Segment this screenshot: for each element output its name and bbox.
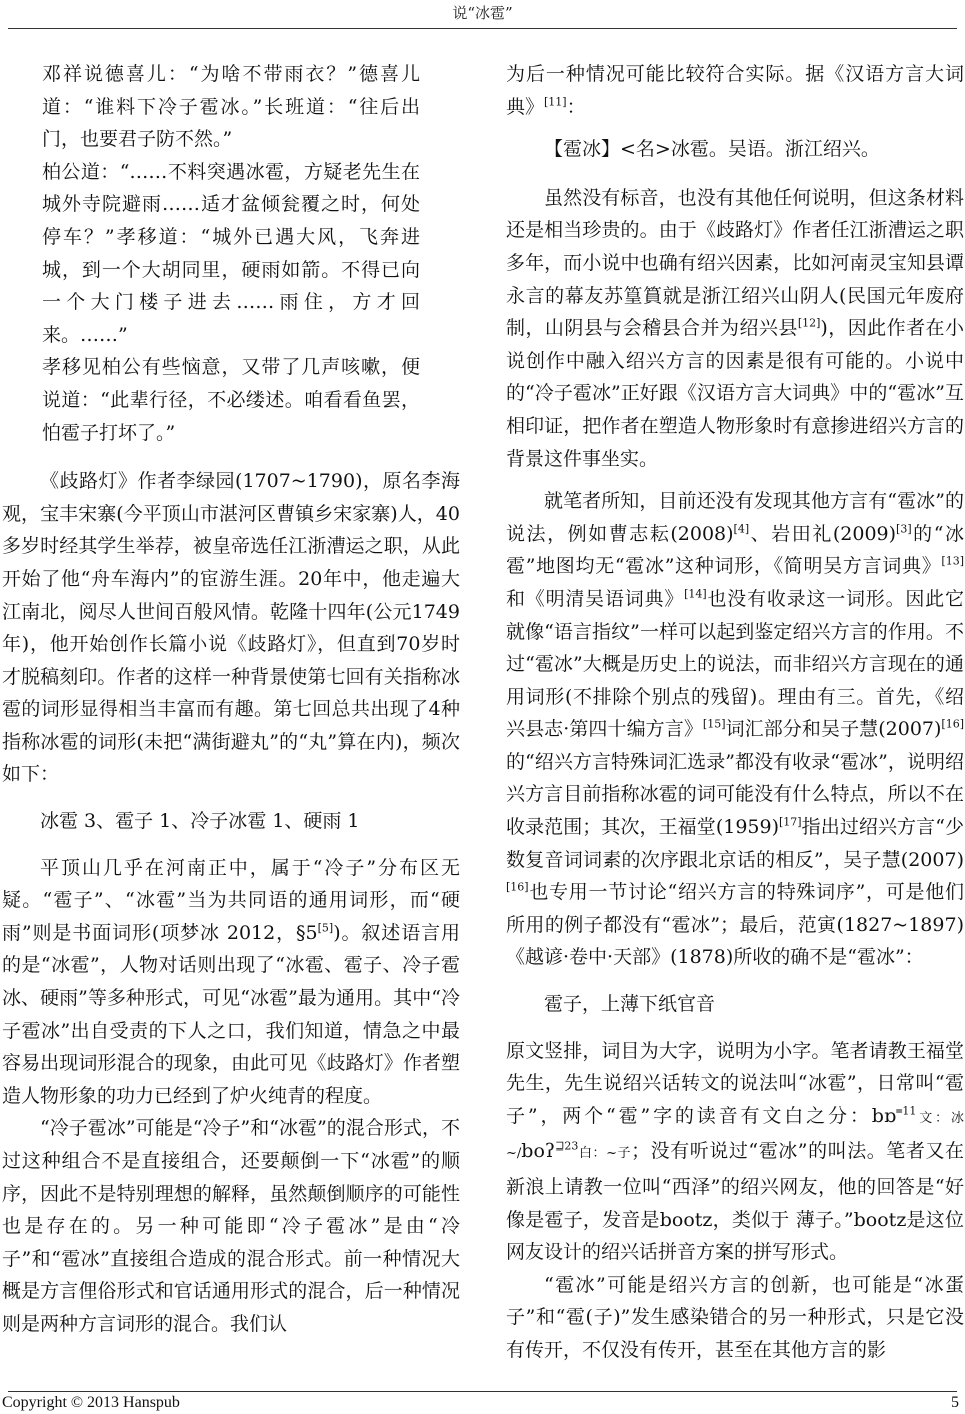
citation-ref: [5] <box>317 921 334 935</box>
paragraph-author-background: 《歧路灯》作者李绿园(1707~1790)，原名李海观，宝丰宋寨(今平顶山市湛河区曹镇乡宋家寨)人，40多岁时经其学生举荐，被皇帝选任江浙漕运之职，从此开始了他“舟车海内”的宦游生涯。20年中，他走遍大江南北，阅尽人世间百般风情。乾隆十四年(公元1749年)，他开始创作长篇小说《歧路灯》，但直到70岁时才脱稿刻印。作者的这样一种背景使第七回有关指称冰雹的词形显得相当丰富而有趣。第七回总共出现了4种指称冰雹的词形(未把“满街避丸”的“丸”算在内)，频次如下： <box>2 470 460 786</box>
text-segment: ；没有听说过“雹冰”的叫法。笔者又在新浪上请教一位叫“西泽”的绍兴网友，他的回答是“好像是雹子，发音是bootz，类似于 薄子。”bootz是这位网友设计的绍兴话拼音方案的拼写形式。 <box>506 1140 964 1264</box>
text-segment: 平顶山几乎在河南正中，属于“冷子”分布区无疑。“雹子”、“冰雹”当为共同语的通用词形，而“硬雨”则是书面词形(项梦冰 2012，§5 <box>2 856 460 944</box>
text-segment: 词汇部分和吴子慧(2007) <box>725 718 942 741</box>
paragraph-wang-futang <box>506 1035 964 1269</box>
quote-2: 柏公道：“……不料突遇冰雹，方疑老先生在城外寺院避雨……适才盆倾瓮覆之时，何处停车？”孝移道：“城外已遇大风，飞奔进城，到一个大胡同里，硬雨如箭。不得已向一个大门楼子进去……雨住，方才回来。……” <box>42 160 420 346</box>
citation-ref: [17] <box>779 815 802 829</box>
text-segment: 也专用一节讨论“绍兴方言的特殊词序”，可是他们所用的例子都没有“雹冰”；最后，范寅(1827~1897)《越谚·卷中·天部》(1878)所收的确不是“雹冰”： <box>506 881 964 969</box>
word-frequency-list: 冰雹 3、雹子 1、冷子冰雹 1、硬雨 1 <box>40 810 360 833</box>
phonetic-transcription: boʔ <box>521 1140 556 1163</box>
paragraph-language-fingerprint <box>506 485 964 974</box>
small-note: 白：~子 <box>578 1146 632 1162</box>
paragraph-continuation <box>506 58 964 123</box>
citation-ref: [12] <box>797 316 821 330</box>
paragraph-shaoxing-factor <box>506 182 964 475</box>
text-segment: 原文竖排，词目为大字，说明为小字。笔者请教王福堂先生，先生说绍兴话转文的说法叫“冰雹”，日常叫“雹子”，两个“雹”字的读音有文白之分： <box>506 1039 964 1127</box>
tone-mark: 11 <box>902 1104 917 1118</box>
phonetic-transcription: bɒ˭ <box>871 1104 903 1127</box>
yueyan-entry: 雹子，上薄下纸官音 <box>544 993 716 1016</box>
paragraph-innovation: “雹冰”可能是绍兴方言的创新，也可能是“冰蛋子”和“雹(子)”发生感染错合的另一种形式，只是它没有传开，不仅没有传开，甚至在其他方言的影 <box>506 1273 964 1361</box>
text-segment: 为后一种情况可能比较符合实际。据《汉语方言大词典》 <box>506 63 964 118</box>
citation-ref: [16] <box>506 880 529 894</box>
page-number: 5 <box>951 1394 959 1411</box>
quote-1: 邓祥说德喜儿：“为啥不带雨衣？”德喜儿道：“谁料下冷子雹冰。”长班道：“往后出门，也要君子防不然。” <box>42 63 420 151</box>
text-segment: )，因此作者在小说创作中融入绍兴方言的因素是很有可能的。小说中的“冷子雹冰”正好跟《汉语方言大词典》中的“雹冰”互相印证，把作者在塑造人物形象时有意掺进绍兴方言的背景这件事坐实。 <box>506 317 964 470</box>
header-divider <box>8 28 957 29</box>
text-segment: 的“绍兴方言特殊词汇选录”都没有收录“雹冰”，说明绍兴方言目前指称冰雹的词可能没有什么特点，所以不在收录范围；其次，王福堂(1959) <box>506 750 964 839</box>
text-segment: ： <box>566 95 586 118</box>
dictionary-entry: 【雹冰】<名>冰雹。吴语。浙江绍兴。 <box>544 138 880 161</box>
paragraph-mixed-form: “冷子雹冰”可能是“冷子”和“冰雹”的混合形式，不过这种组合不是直接组合，还要颠倒一下“冰雹”的顺序，因此不是特别理想的解释，虽然颠倒顺序的可能性也是存在的。另一种可能即“冷子雹冰”是由“冷子”和“雹冰”直接组合造成的混合形式。前一种情况大概是方言俚俗形式和官话通用形式的混合，后一种情况则是两种方言词形的混合。我们认 <box>2 1117 460 1335</box>
running-header: 说“冰雹” <box>452 4 513 22</box>
citation-ref: [14] <box>684 587 707 601</box>
text-segment: 的“冰雹”地图均无“雹冰”这种词形，《简明吴方言词典》 <box>506 522 964 578</box>
text-segment: 虽然没有标音，也没有其他任何说明，但这条材料还是相当珍贵的。由于《歧路灯》作者任江浙漕运之职多年，而小说中也确有绍兴因素，比如河南灵宝知县谭永言的幕友苏篁篔就是浙江绍兴山阴人(民国元年废府制，山阴县与会稽县合并为绍兴县 <box>506 186 964 340</box>
citation-ref: [13] <box>941 554 964 568</box>
citation-ref: [16] <box>941 717 964 731</box>
citation-ref: [3] <box>896 522 912 536</box>
text-segment: 也没有收录这一词形。因此它就像“语言指纹”一样可以起到鉴定绍兴方言的作用。不过“雹冰”大概是历史上的说法，而非绍兴方言现在的通用词形(不排除个别点的残留)。理由有三。首先，《绍兴县志·第四十编方言》 <box>506 587 964 741</box>
text-segment: 指出过绍兴方言“少数复音词词素的次序跟北京话的相反”，吴子慧(2007) <box>506 816 964 871</box>
tone-mark: ⊒23 <box>555 1140 579 1154</box>
right-column <box>506 58 964 1367</box>
citation-ref: [11] <box>544 95 567 109</box>
copyright-notice: Copyright © 2013 Hanspub <box>2 1394 180 1411</box>
text-segment: 、岩田礼(2009) <box>749 522 897 545</box>
small-note: 文：冰~/ <box>506 1110 964 1162</box>
footer-divider <box>8 1391 957 1392</box>
citation-ref: [4] <box>733 522 750 536</box>
text-segment: 和《明清吴语词典》 <box>506 587 685 610</box>
left-column <box>2 58 460 1341</box>
text-segment: 就笔者所知，目前还没有发现其他方言有“雹冰”的说法，例如曹志耘(2008) <box>506 490 964 545</box>
citation-ref: [15] <box>702 717 726 731</box>
text-segment: )。叙述语言用的是“冰雹”，人物对话则出现了“冰雹、雹子、冷子雹冰、硬雨”等多种形式，可见“冰雹”最为通用。其中“冷子雹冰”出自受责的下人之口，我们知道，情急之中最容易出现词形混合的现象，由此可见《歧路灯》作者塑造人物形象的功力已经到了炉火纯青的程度。 <box>2 921 460 1107</box>
paragraph-pingdingshan <box>2 852 460 1113</box>
quote-3: 孝移见柏公有些恼意，又带了几声咳嗽，便说道：“此辈行径，不必缕述。咱看看鱼罢，怕雹子打坏了。” <box>42 356 420 444</box>
